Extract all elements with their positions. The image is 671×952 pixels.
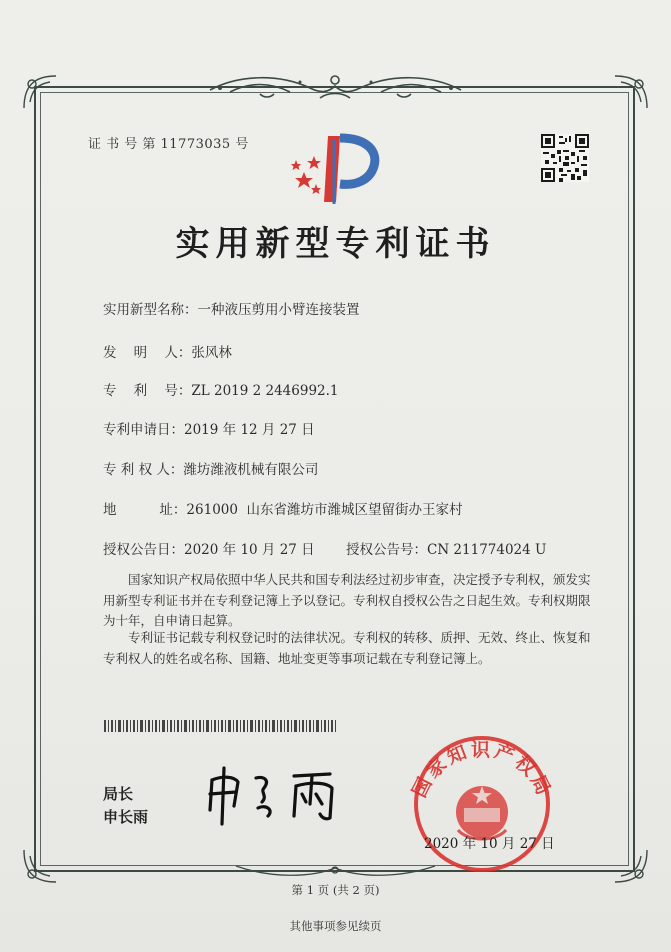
field-name	[103, 298, 360, 318]
corner-ornament-icon	[20, 72, 60, 112]
field-grant-no-label: 授权公告号：	[346, 542, 427, 558]
certificate-title: 实用新型专利证书	[175, 224, 496, 264]
barcode-icon	[104, 720, 336, 732]
field-filing-date-value: 2019 年 12 月 27 日	[184, 422, 315, 438]
corner-ornament-icon	[611, 846, 651, 886]
director-title: 局长	[103, 785, 134, 803]
director-name: 申长雨	[103, 808, 149, 826]
field-name-value: 一种液压剪用小臂连接装置	[197, 302, 360, 318]
field-inventor	[103, 341, 232, 361]
top-ornament-icon	[200, 68, 471, 104]
body-paragraph-1: 国家知识产权局依照中华人民共和国专利法经过初步审查，决定授予专利权，颁发实用新型专利证书并在专利登记簿上予以登记。专利权自授权公告之日起生效。专利权期限为十年，自申请日起算。	[103, 572, 591, 628]
qr-code-icon	[541, 134, 589, 182]
field-patentee	[103, 458, 318, 478]
field-address-value: 261000 山东省潍坊市潍城区望留街办王家村	[186, 502, 463, 518]
certificate-number: 证 书 号 第 11773035 号	[88, 137, 249, 152]
field-grant-date	[103, 538, 315, 558]
field-filing-date	[103, 418, 315, 438]
field-patent-no-value: ZL 2019 2 2446992.1	[191, 383, 339, 399]
field-grant-date-value: 2020 年 10 月 27 日	[184, 542, 315, 558]
patent-emblem-icon	[290, 130, 384, 210]
field-grant-no	[346, 538, 546, 558]
footer-note: 其他事项参见续页	[289, 919, 382, 933]
corner-ornament-icon	[611, 72, 651, 112]
svg-text:国家知识产权局: 国家知识产权局	[408, 739, 556, 802]
field-address	[103, 498, 463, 518]
field-inventor-value: 张风林	[191, 345, 232, 361]
field-filing-date-label: 专利申请日：	[103, 422, 184, 438]
field-patentee-value: 潍坊潍液机械有限公司	[183, 462, 319, 478]
field-patent-no	[103, 379, 339, 399]
field-address-label: 地 址：	[103, 502, 187, 518]
page-number: 第 1 页 (共 2 页)	[291, 883, 380, 897]
field-inventor-label: 发 明 人：	[103, 345, 192, 361]
field-grant-date-label: 授权公告日：	[103, 542, 184, 558]
seal-date: 2020 年 10 月 27 日	[424, 836, 555, 852]
field-patentee-label: 专 利 权 人：	[103, 462, 184, 478]
field-grant-no-value: CN 211774024 U	[427, 542, 547, 558]
corner-ornament-icon	[20, 846, 60, 886]
field-name-label: 实用新型名称：	[103, 302, 198, 318]
field-patent-no-label: 专 利 号：	[103, 383, 192, 399]
body-paragraph-2: 专利证书记载专利权登记时的法律状况。专利权的转移、质押、无效、终止、恢复和专利权人的姓名或名称、国籍、地址变更等事项记载在专利登记簿上。	[103, 630, 591, 666]
handwritten-signature-icon	[198, 758, 358, 828]
